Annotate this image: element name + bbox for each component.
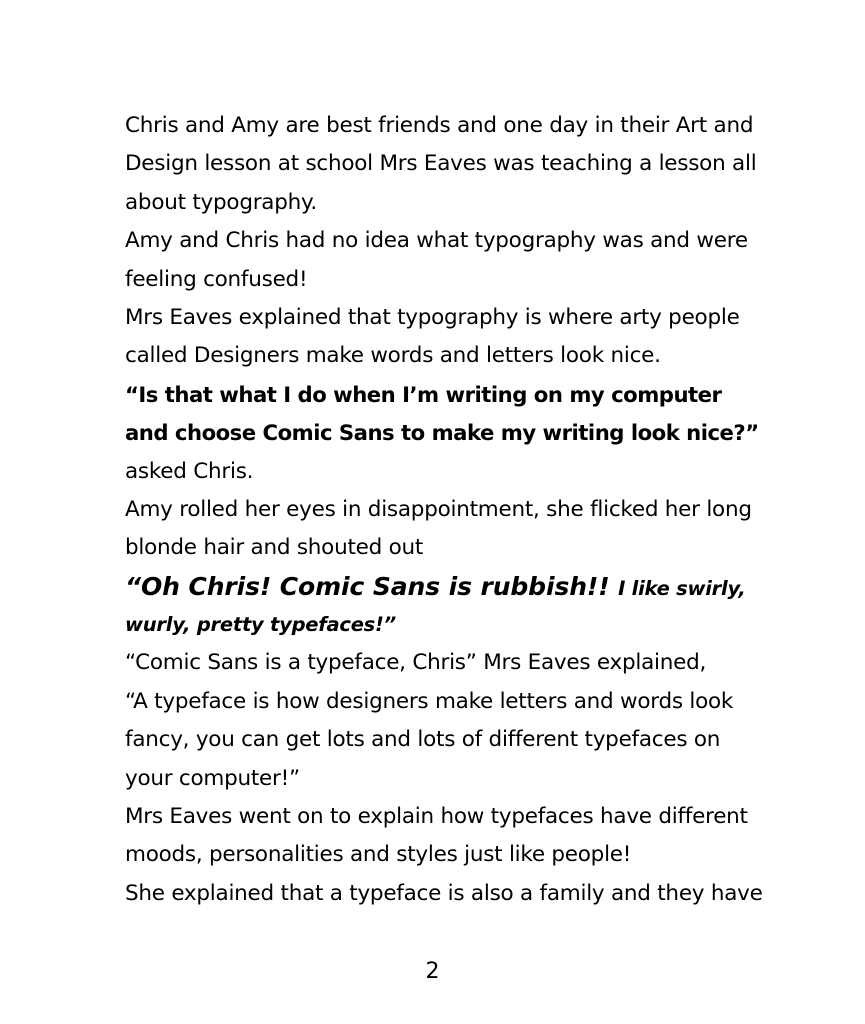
- amy-quote-small: I like swirly,: [618, 576, 746, 600]
- story-line: Amy rolled her eyes in disappointment, she flicked her long: [125, 496, 752, 522]
- story-line: Mrs Eaves went on to explain how typefaces have different: [125, 804, 748, 830]
- story-line: “Comic Sans is a typeface, Chris” Mrs Eaves explained,: [125, 650, 707, 676]
- story-text: [125, 107, 815, 913]
- story-line: Design lesson at school Mrs Eaves was teaching a lesson all: [125, 151, 757, 177]
- story-line: Mrs Eaves explained that typography is where arty people: [125, 304, 740, 330]
- page-number: 2: [425, 959, 440, 984]
- story-line: Amy and Chris had no idea what typography was and were: [125, 228, 748, 254]
- chris-quote-line: and choose Comic Sans to make my writing look nice?”: [125, 420, 759, 446]
- story-line: Chris and Amy are best friends and one day in their Art and: [125, 113, 754, 138]
- story-line: feeling confused!: [125, 266, 308, 292]
- story-line: your computer!”: [125, 765, 300, 791]
- amy-quote-large: “Oh Chris! Comic Sans is rubbish!!: [125, 571, 619, 601]
- amy-quote-line: wurly, pretty typefaces!”: [125, 613, 396, 637]
- chris-quote-line: “Is that what I do when I’m writing on my computer: [125, 381, 722, 407]
- story-line: called Designers make words and letters look nice.: [125, 343, 661, 369]
- amy-quote-line: [125, 568, 815, 606]
- story-line: “A typeface is how designers make letters and words look: [125, 688, 734, 714]
- story-line: blonde hair and shouted out: [125, 535, 424, 561]
- story-line: asked Chris.: [125, 458, 254, 484]
- story-line: about typography.: [125, 189, 318, 215]
- story-line: She explained that a typeface is also a family and they have: [125, 880, 763, 906]
- story-line: fancy, you can get lots and lots of different typefaces on: [125, 727, 721, 753]
- story-line: moods, personalities and styles just like people!: [125, 842, 632, 868]
